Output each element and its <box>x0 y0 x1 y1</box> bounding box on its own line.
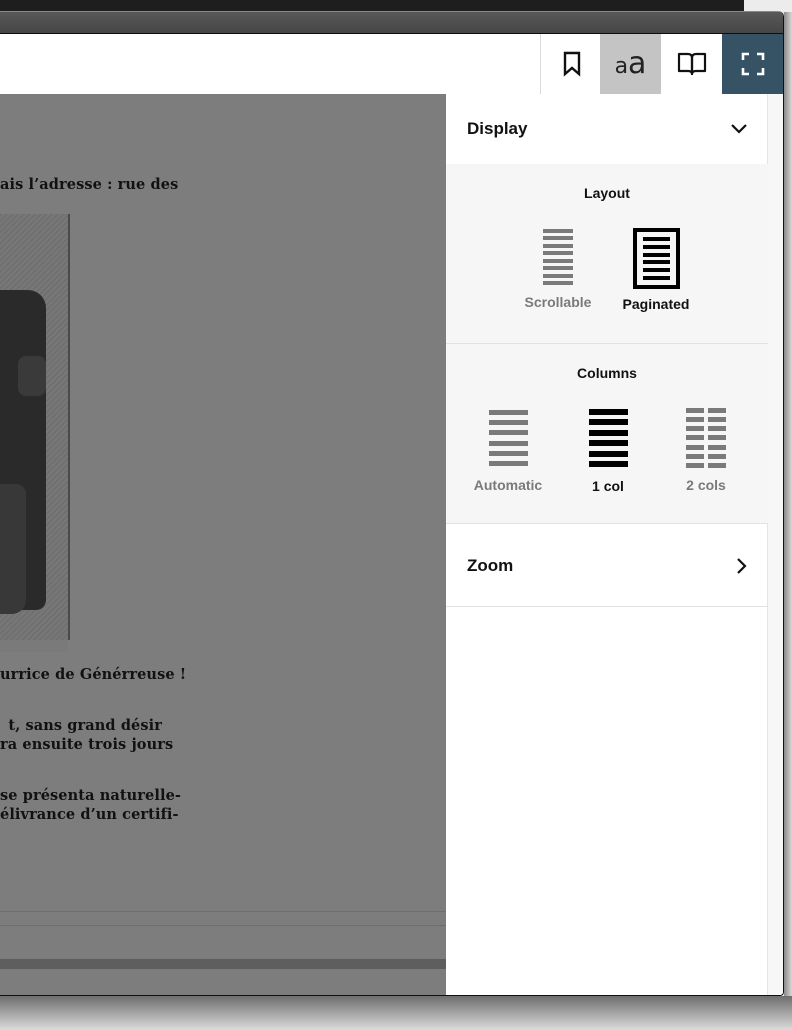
layout-group <box>446 164 768 344</box>
fullscreen-icon <box>741 52 765 76</box>
engraving-illustration <box>0 214 70 640</box>
one-column-icon <box>589 409 628 467</box>
layout-scrollable-option[interactable] <box>523 228 593 310</box>
illustration-caption-area <box>0 640 68 652</box>
display-settings-button[interactable] <box>600 34 661 94</box>
display-section-toggle[interactable] <box>446 94 768 164</box>
display-section-title: Display <box>467 119 528 138</box>
page-text-line: élivrance d’un certifi- <box>0 806 179 823</box>
settings-panel <box>446 94 768 996</box>
layout-option-label: Paginated <box>622 296 690 312</box>
layout-paginated-option[interactable] <box>616 228 696 312</box>
chevron-right-icon <box>736 557 748 575</box>
illustration-figure <box>0 484 26 614</box>
page-text-line: t, sans grand désir <box>8 717 162 734</box>
table-of-contents-button[interactable] <box>661 34 722 94</box>
page-text-line: ra ensuite trois jours <box>0 736 174 753</box>
page-text-line: se présenta naturelle- <box>0 787 182 804</box>
columns-option-label: Automatic <box>473 477 543 493</box>
window-titlebar[interactable] <box>0 11 783 34</box>
reader-window <box>0 11 784 996</box>
page-text-line: ais l’adresse : rue des <box>0 176 179 193</box>
fullscreen-button[interactable] <box>722 34 784 94</box>
layout-title: Layout <box>584 185 630 201</box>
columns-option-label: 1 col <box>592 478 624 494</box>
zoom-section-title: Zoom <box>467 555 514 575</box>
columns-option-label: 2 cols <box>686 477 726 493</box>
columns-title: Columns <box>577 365 637 381</box>
reader-toolbar <box>0 34 783 94</box>
window-shadow <box>784 12 792 996</box>
panel-scrollbar-track[interactable] <box>768 94 784 996</box>
chevron-down-icon <box>730 123 748 135</box>
reading-area[interactable] <box>0 94 446 996</box>
columns-automatic-option[interactable] <box>468 410 548 493</box>
layout-option-label: Scrollable <box>524 294 592 310</box>
illustration-figure <box>18 356 46 396</box>
bookmark-button[interactable] <box>541 34 602 94</box>
page-text-line: urrice de Générreuse ! <box>0 666 187 683</box>
columns-group <box>446 344 768 524</box>
two-columns-icon <box>686 408 726 468</box>
progress-scrubber[interactable] <box>0 959 446 969</box>
paginated-icon <box>633 228 680 289</box>
automatic-columns-icon <box>489 410 528 466</box>
window-shadow <box>0 996 792 1030</box>
zoom-section-toggle[interactable] <box>446 525 768 606</box>
bookmark-icon <box>562 51 582 77</box>
footer-divider <box>0 925 446 926</box>
footer-divider <box>0 911 446 912</box>
text-size-icon: aa <box>614 46 647 81</box>
section-divider <box>446 606 768 607</box>
open-book-icon <box>677 51 707 77</box>
columns-two-option[interactable] <box>666 408 746 493</box>
scrollable-icon <box>543 228 573 286</box>
columns-one-option[interactable] <box>568 409 648 494</box>
